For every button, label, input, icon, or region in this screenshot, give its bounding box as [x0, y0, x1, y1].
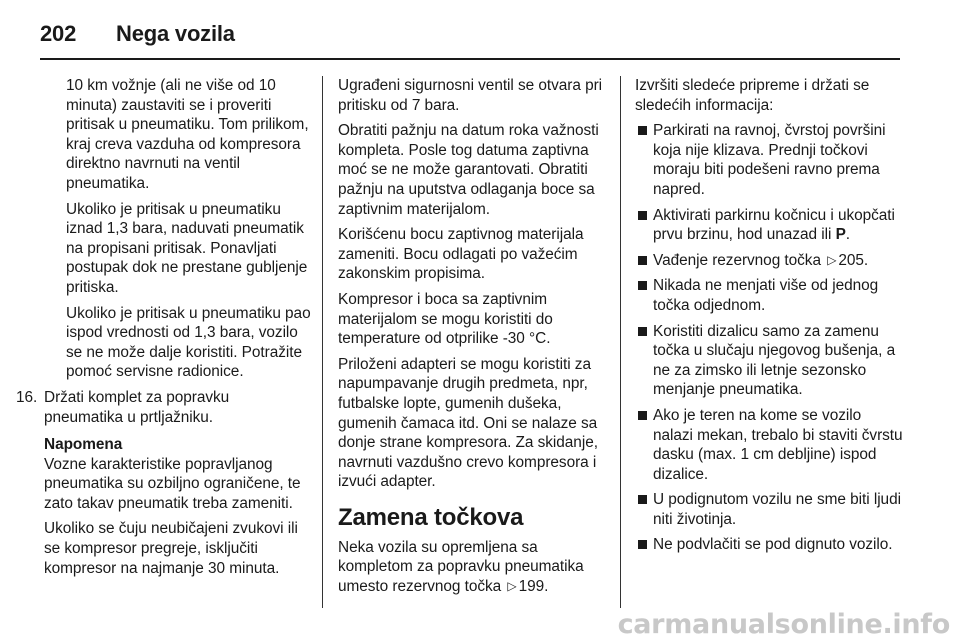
column-left [16, 76, 312, 584]
list-item-text-part: Aktivirati parkirnu kočnicu i ukopčati prvu brzinu, hod unazad ili [653, 206, 895, 244]
list-item [635, 206, 903, 245]
paragraph: Ukoliko je pritisak u pneumatiku pao ispod vrednosti od 1,3 bara, vozilo se ne može dalje koristiti. Potražite pomoć servisne radionice. [66, 304, 311, 381]
square-bullet-icon [635, 406, 653, 484]
page-header [40, 14, 235, 54]
list-item-text-part: Vađenje rezervnog točka [653, 251, 821, 269]
list-item-text-end: . [845, 226, 851, 244]
list-item [635, 121, 903, 199]
paragraph: Ugrađeni sigurnosni ventil se otvara pri pritisku od 7 bara. [338, 77, 603, 114]
column-middle [338, 76, 608, 603]
paragraph: Obratiti pažnju na datum roka važnosti kompleta. Posle tog datuma zaptivna moć se ne može garantovati. Obratiti pažnju na uputstva odlaganja boce sa zaptivnim materijalom. [338, 122, 599, 218]
square-bullet-icon [635, 535, 653, 555]
header-rule [40, 58, 900, 60]
paragraph [338, 538, 608, 597]
note-paragraph: Ukoliko se čuju neubičajeni zvukovi ili se kompresor pregreje, isključiti kompresor na najmanje 30 minuta. [44, 520, 298, 577]
reference-arrow-icon: ▷ [827, 252, 837, 267]
column-divider [620, 76, 621, 608]
paragraph: Izvršiti sledeće pripreme i držati se sledećih informacija: [635, 77, 870, 114]
square-bullet-icon [635, 490, 653, 529]
square-bullet-icon [635, 121, 653, 199]
column-divider [322, 76, 323, 608]
list-item-text [653, 251, 868, 271]
square-bullet-icon [635, 251, 653, 271]
list-item [635, 406, 903, 484]
page-number: 202 [40, 21, 77, 46]
note-paragraph: Vozne karakteristike popravljanog pneumatika su ozbiljno ograničene, te zato takav pneumatik treba zameniti. [44, 455, 301, 512]
list-item [635, 251, 903, 271]
square-bullet-icon [635, 322, 653, 400]
chapter-title: Nega vozila [116, 21, 235, 46]
list-item [635, 490, 903, 529]
list-item-text: Ne podvlačiti se pod dignuto vozilo. [653, 536, 893, 554]
paragraph: 10 km vožnje (ali ne više od 10 minuta) zaustaviti se i proveriti pritisak u pneumatiku. Tom prilikom, kraj creva vazduha od kompresora direktno navrnuti na ventil pneumatika. [66, 77, 309, 192]
list-item [635, 276, 903, 315]
paragraph-text: Neka vozila su opremljena sa kompletom za popravku pneumatika umesto rezervnog točka [338, 538, 584, 596]
list-item-text: Parkirati na ravnoj, čvrstoj površini koja nije klizava. Prednji točkovi moraju biti podešeni ravno prema napred. [653, 122, 886, 198]
section-title: Zamena točkova [338, 503, 524, 531]
list-item-text: Ako je teren na kome se vozilo nalazi mekan, trebalo bi staviti čvrstu dasku (max. 1 cm debljine) ispod dizalice. [653, 406, 903, 483]
paragraph: Ukoliko je pritisak u pneumatiku iznad 1,3 bara, naduvati pneumatik na propisani pritisak. Ponavljati postupak dok ne prestane gubljenje pritiska. [66, 200, 308, 296]
watermark: carmanualsonline.info [617, 609, 950, 640]
step-number: 16. [16, 388, 38, 406]
list-item-text: Nikada ne menjati više od jednog točka odjednom. [653, 277, 879, 314]
note-title: Napomena [44, 436, 123, 454]
step-text: Držati komplet za popravku pneumatika u prtljažniku. [44, 388, 230, 426]
paragraph: Priloženi adapteri se mogu koristiti za napumpavanje drugih predmeta, npr, futbalske lopte, gumenih dušeka, gumenih čamaca itd. Oni se nalaze sa donje strane kompresora. Za skidanje, navrnuti vazdušno crevo kompresora i izvući adapter. [338, 355, 598, 491]
square-bullet-icon [635, 276, 653, 315]
gear-position-label: P [835, 226, 846, 244]
list-item-text: Koristiti dizalicu samo za zamenu točka u slučaju njegovog bušenja, a ne za zimsko ili letnje sezonsko menjanje pneumatika. [653, 322, 896, 399]
paragraph: Korišćenu bocu zaptivnog materijala zameniti. Bocu odlagati po važećim zakonskim propisima. [338, 226, 584, 283]
list-item [635, 535, 903, 555]
column-right [635, 76, 903, 561]
page-reference-link[interactable]: 199. [518, 578, 549, 596]
page-reference-link[interactable]: 205. [838, 251, 869, 269]
square-bullet-icon [635, 206, 653, 245]
list-item-text [653, 206, 903, 245]
numbered-step [16, 388, 312, 427]
list-item-text: U podignutom vozilu ne sme biti ljudi niti životinja. [653, 491, 901, 528]
reference-arrow-icon: ▷ [507, 579, 517, 594]
list-item [635, 322, 903, 400]
paragraph: Kompresor i boca sa zaptivnim materijalom se mogu koristiti do temperature od otprilike -30 °C. [338, 290, 553, 348]
